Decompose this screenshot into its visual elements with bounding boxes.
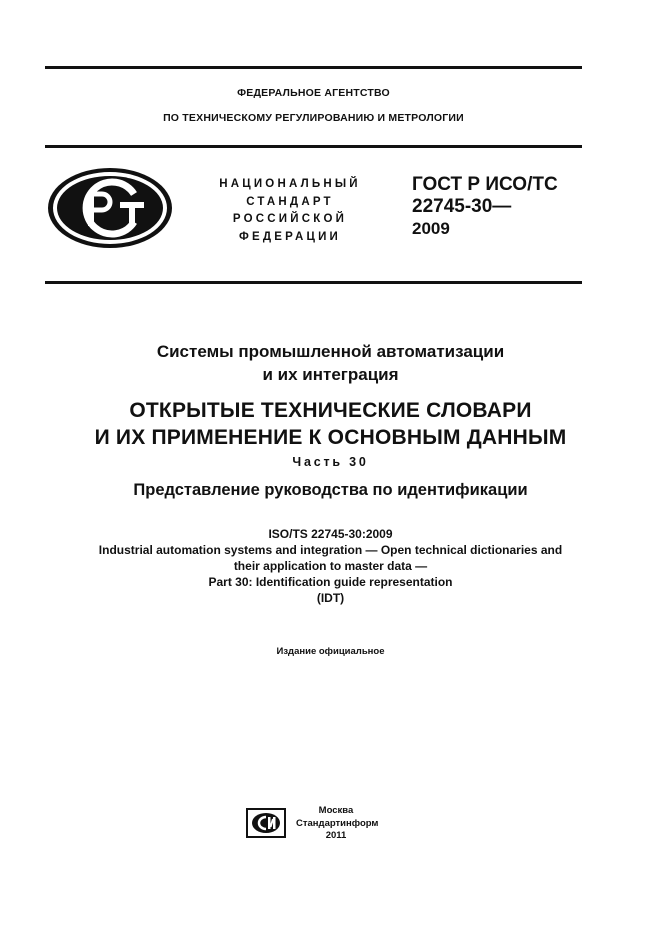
edition-label: Издание официальное xyxy=(276,646,385,657)
title-rule xyxy=(45,281,582,284)
standard-type-block xyxy=(195,176,385,246)
iso-title-line-3: Part 30: Identification guide representation xyxy=(208,575,453,589)
agency-line-1: ФЕДЕРАЛЬНОЕ АГЕНТСТВО xyxy=(237,87,390,99)
standard-type-line-3: РОССИЙСКОЙ xyxy=(232,213,348,225)
publisher-city: Москва xyxy=(318,805,354,816)
series-title xyxy=(20,340,641,386)
main-title-line-2: И ИХ ПРИМЕНЕНИЕ К ОСНОВНЫМ ДАННЫМ xyxy=(94,426,567,449)
standartinform-logo-icon xyxy=(246,808,286,838)
main-title xyxy=(20,397,641,451)
publisher-block xyxy=(296,805,379,843)
part-subtitle: Представление руководства по идентификации xyxy=(133,481,528,499)
top-rule xyxy=(45,66,582,69)
iso-code: ISO/TS 22745-30:2009 xyxy=(268,527,393,541)
standard-type-line-1: НАЦИОНАЛЬНЫЙ xyxy=(219,178,361,190)
rst-logo-icon xyxy=(46,166,174,250)
iso-reference xyxy=(20,526,641,606)
standard-code-line-2: 22745-30— xyxy=(412,196,512,217)
part-label: Часть 30 xyxy=(292,455,369,469)
publisher-name: Стандартинформ xyxy=(296,817,379,829)
series-title-line-2: и их интеграция xyxy=(262,365,399,384)
standard-type-line-2: СТАНДАРТ xyxy=(246,195,334,208)
iso-title-line-2: their application to master data — xyxy=(233,559,428,573)
standard-code-line-1: ГОСТ Р ИСО/ТС xyxy=(412,174,558,195)
main-title-line-1: ОТКРЫТЫЕ ТЕХНИЧЕСКИЕ СЛОВАРИ xyxy=(129,399,532,422)
series-title-line-1: Системы промышленной автоматизации xyxy=(156,342,505,361)
standard-code-line-3: 2009 xyxy=(412,219,450,238)
publisher-year: 2011 xyxy=(325,830,347,841)
standard-type-line-4: ФЕДЕРАЦИИ xyxy=(238,230,342,243)
header-rule xyxy=(45,145,582,148)
iso-equivalence: (IDT) xyxy=(316,591,345,605)
standard-code xyxy=(412,174,558,240)
iso-title-line-1: Industrial automation systems and integration — Open technical dictionaries and xyxy=(98,543,563,557)
agency-line-2: ПО ТЕХНИЧЕСКОМУ РЕГУЛИРОВАНИЮ И МЕТРОЛОГИИ xyxy=(163,112,464,124)
